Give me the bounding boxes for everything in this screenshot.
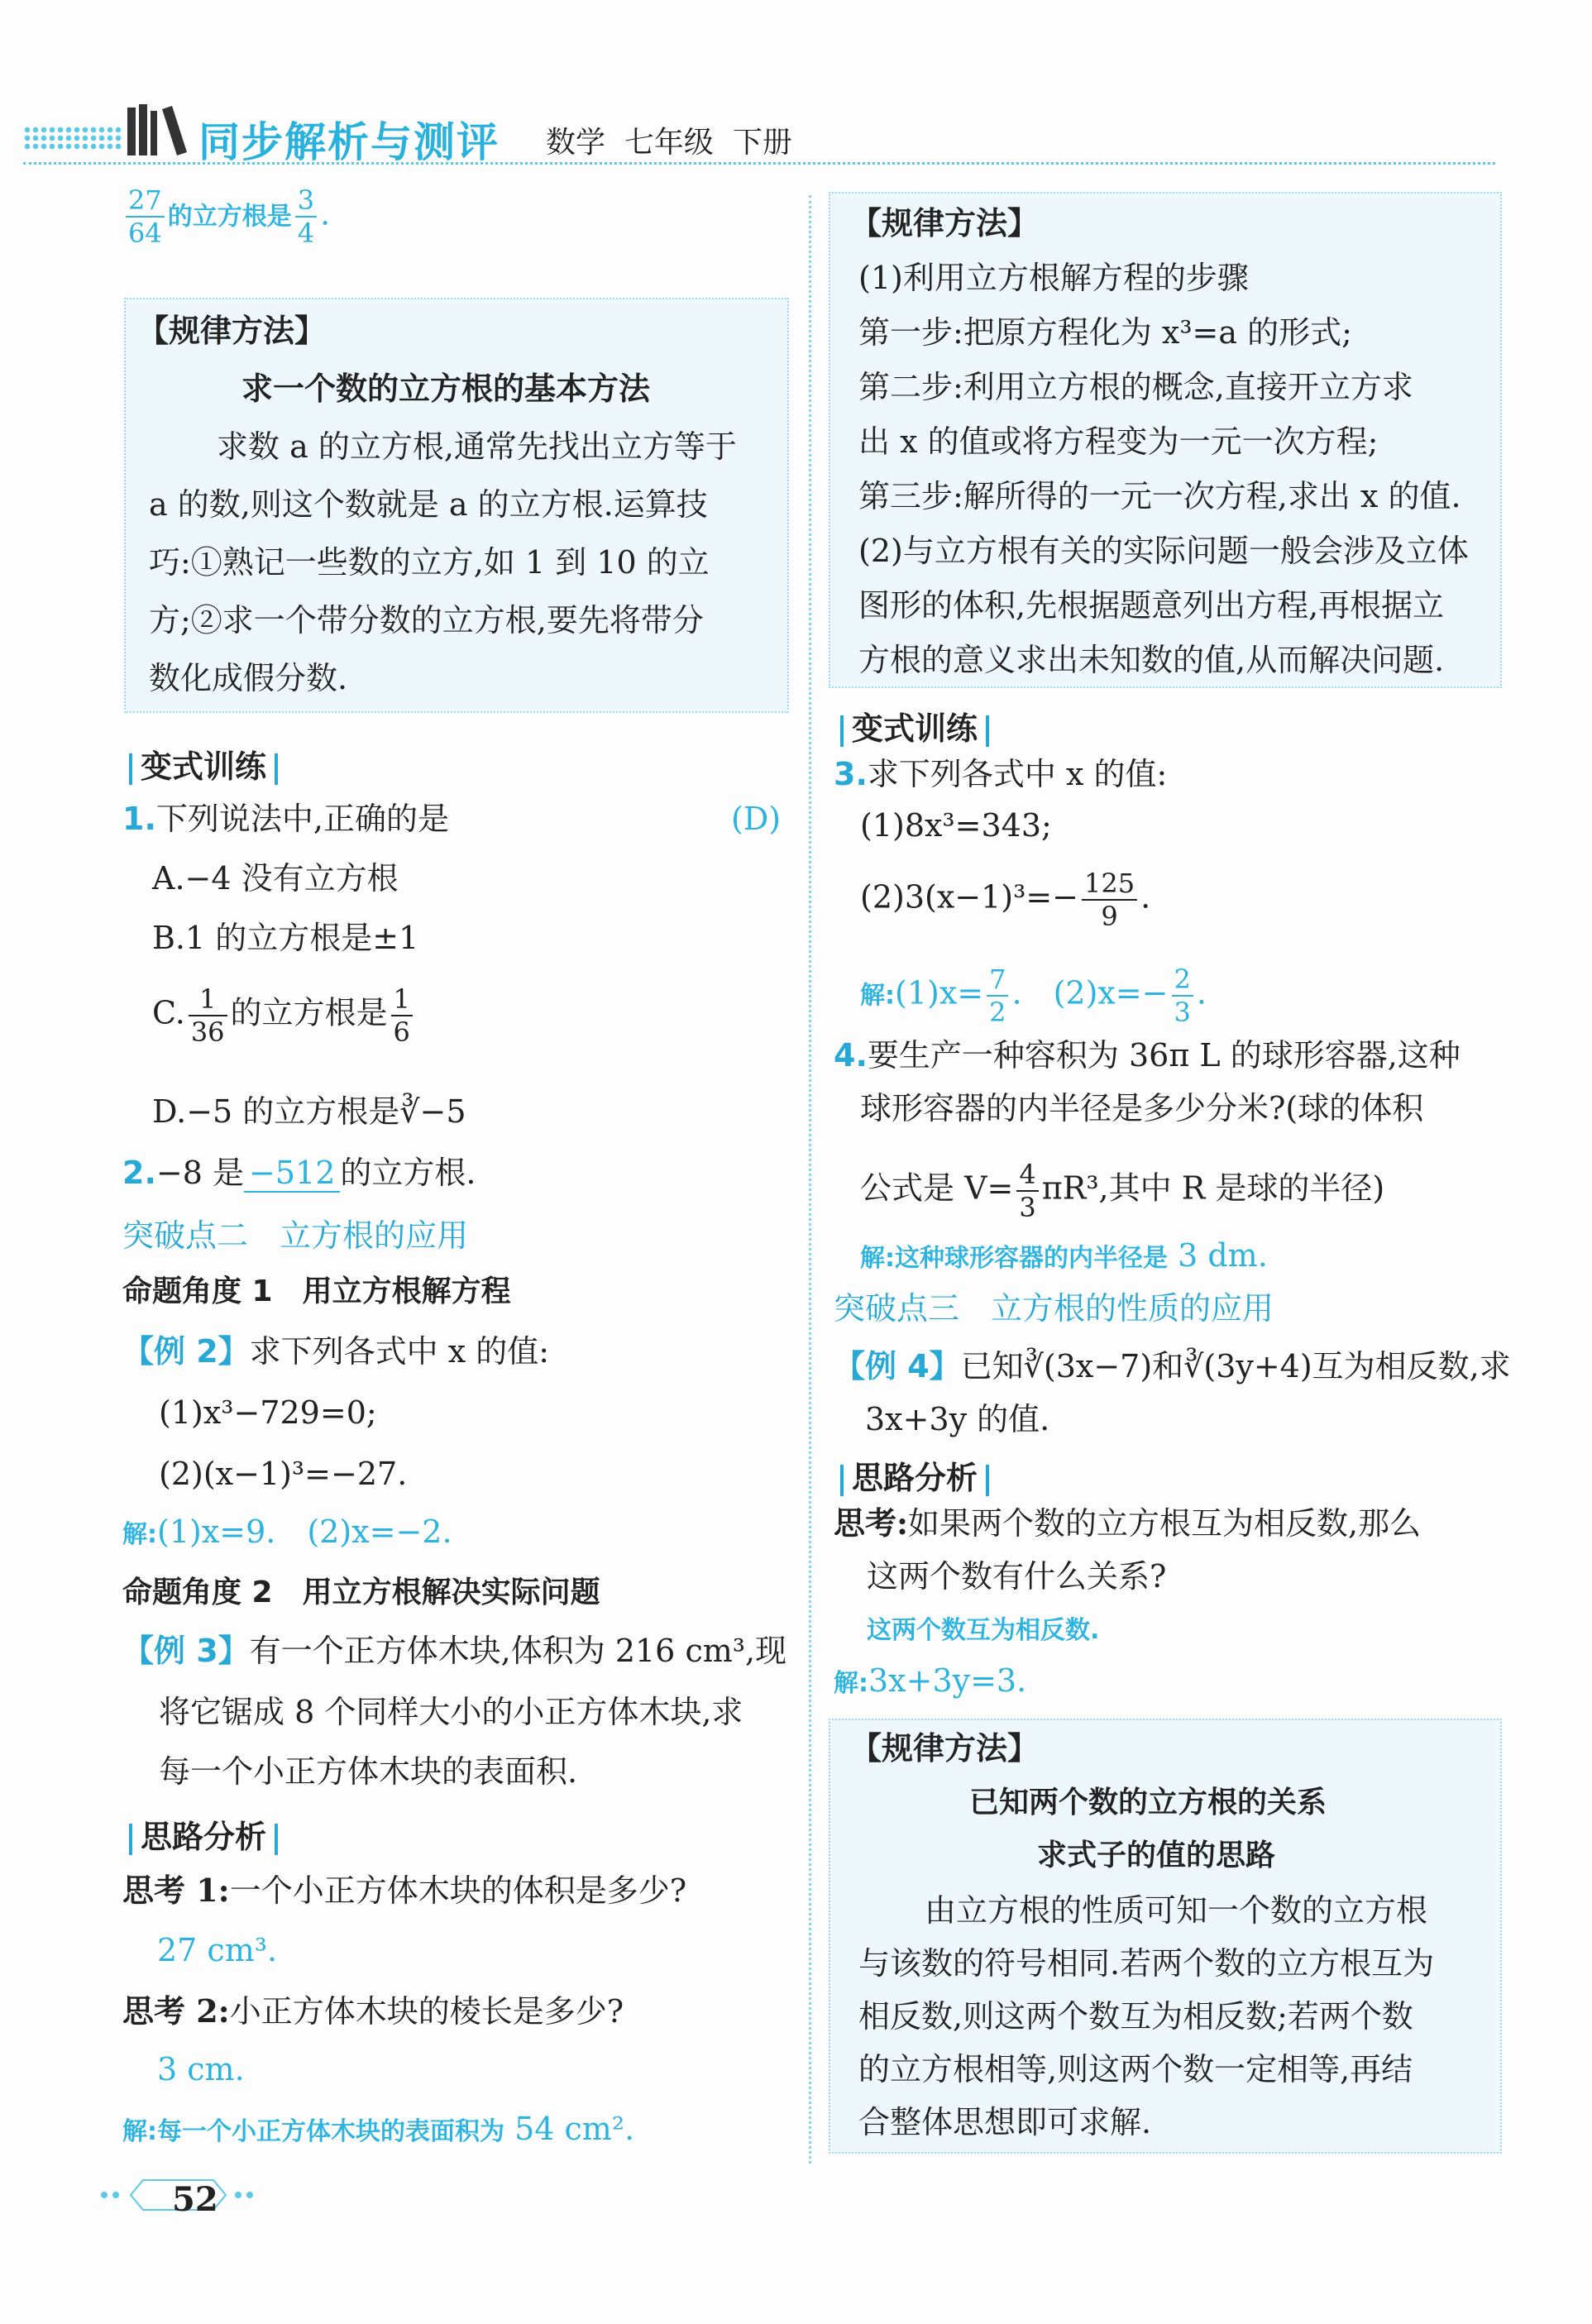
carryover-answer: $\frac{27}{64}$ 的立方根是 $\frac{3}{4}$ . xyxy=(122,187,330,246)
section-heading-3: 突破点三 立方根的性质的应用 xyxy=(834,1290,1274,1327)
method-line: 方;②求一个带分数的立方根,要先将带分 xyxy=(149,602,704,638)
question-2: 2.−8 是 −512 的立方根. xyxy=(122,1155,476,1191)
think-question-line: 这两个数有什么关系? xyxy=(867,1558,1167,1595)
analysis-tag: 思路分析 xyxy=(121,1811,286,1857)
method-line: a 的数,则这个数就是 a 的立方根.运算技 xyxy=(149,486,708,523)
method-line: 相反数,则这两个数互为相反数;若两个数 xyxy=(858,1998,1413,2035)
method-line: 第一步:把原方程化为 x³=a 的形式; xyxy=(858,314,1352,351)
method-line: 合整体思想即可求解. xyxy=(858,2104,1152,2140)
option-a: A.−4 没有立方根 xyxy=(152,860,399,897)
book-series-title: 同步解析与测评 xyxy=(198,118,500,166)
method-line: 与该数的符号相同.若两个数的立方根互为 xyxy=(858,1945,1435,1982)
example-2-line: (1)x³−729=0; xyxy=(159,1394,377,1431)
example-3: 【例 3】有一个正方体木块,体积为 216 cm³,现 xyxy=(122,1633,787,1669)
example-2-line: (2)(x−1)³=−27. xyxy=(159,1456,408,1492)
method-title: 求式子的值的思路 xyxy=(1037,1839,1276,1872)
think-1-answer: 27 cm³. xyxy=(157,1932,278,1968)
example-2: 【例 2】求下列各式中 x 的值: xyxy=(122,1333,550,1370)
think-1: 思考 1:一个小正方体木块的体积是多少? xyxy=(122,1872,687,1909)
example-4-solution: 解:3x+3y=3. xyxy=(834,1662,1027,1699)
practice-tag: 变式训练 xyxy=(121,741,286,787)
method-line: 第二步:利用立方根的概念,直接开立方求 xyxy=(858,369,1413,405)
option-d: D.−5 的立方根是∛−5 xyxy=(152,1093,466,1130)
books-icon xyxy=(126,99,192,157)
method-line: 的立方根相等,则这两个数一定相等,再结 xyxy=(858,2051,1413,2087)
think-answer: 这两个数互为相反数. xyxy=(867,1616,1100,1645)
question-3-line: (1)8x³=343; xyxy=(860,807,1052,844)
practice-tag: 变式训练 xyxy=(832,703,997,748)
column-separator xyxy=(809,195,811,2164)
example-3-solution: 解:每一个小正方体木块的表面积为 54 cm². xyxy=(122,2111,635,2147)
question-4-solution: 解:这种球形容器的内半径是 3 dm. xyxy=(860,1237,1268,1274)
angle-heading-1: 命题角度 1 用立方根解方程 xyxy=(122,1274,511,1308)
think-2-answer: 3 cm. xyxy=(157,2051,245,2087)
question-1-answer: (D) xyxy=(731,801,782,837)
method-line: 图形的体积,先根据题意列出方程,再根据立 xyxy=(858,587,1445,624)
header-subtitle: 数学 七年级 下册 xyxy=(546,126,792,160)
method-tag: 【规律方法】 xyxy=(137,312,327,349)
method-line: 方根的意义求出未知数的值,从而解决问题. xyxy=(858,642,1445,678)
analysis-tag: 思路分析 xyxy=(832,1452,997,1498)
think-2: 思考 2:小正方体木块的棱长是多少? xyxy=(122,1992,624,2030)
method-tag: 【规律方法】 xyxy=(850,204,1040,241)
example-3-line: 将它锯成 8 个同样大小的小正方体木块,求 xyxy=(159,1694,743,1730)
page-number: 52 xyxy=(172,2180,218,2219)
example-3-line: 每一个小正方体木块的表面积. xyxy=(159,1753,578,1790)
method-title: 已知两个数的立方根的关系 xyxy=(969,1786,1327,1820)
example-4-line: 3x+3y 的值. xyxy=(865,1401,1050,1437)
option-c: C. $\frac{1}{36}$ 的立方根是 $\frac{1}{6}$ xyxy=(152,986,416,1045)
method-line: 由立方根的性质可知一个数的立方根 xyxy=(925,1892,1428,1929)
question-4-line: 球形容器的内半径是多少分米?(球的体积 xyxy=(860,1090,1424,1126)
question-3-line: (2)3(x−1)³=− $\frac{125}{9}$ . xyxy=(860,868,1151,932)
question-1: 1.下列说法中,正确的是 xyxy=(122,801,449,837)
question-4: 4.要生产一种容积为 36π L 的球形容器,这种 xyxy=(834,1037,1461,1074)
method-line: 出 x 的值或将方程变为一元一次方程; xyxy=(858,423,1379,460)
method-line: 第三步:解所得的一元一次方程,求出 x 的值. xyxy=(858,478,1461,514)
option-b: B.1 的立方根是±1 xyxy=(152,920,419,956)
think-question: 思考:如果两个数的立方根互为相反数,那么 xyxy=(834,1504,1422,1542)
method-tag: 【规律方法】 xyxy=(850,1729,1040,1767)
method-line: 求数 a 的立方根,通常先找出立方等于 xyxy=(217,428,737,465)
example-2-solution: 解:(1)x=9. (2)x=−2. xyxy=(122,1513,452,1550)
method-box-3 xyxy=(829,1719,1502,2154)
method-title: 求一个数的立方根的基本方法 xyxy=(241,371,651,407)
method-line: 巧:①熟记一些数的立方,如 1 到 10 的立 xyxy=(149,544,710,581)
method-line: 数化成假分数. xyxy=(149,660,348,696)
question-3-solution: 解:(1)x= $\frac{7}{2}$ . (2)x=− $\frac{2}{3}$ . xyxy=(860,964,1207,1028)
question-4-line: 公式是 V= $\frac{4}{3}$ πR³,其中 R 是球的半径) xyxy=(860,1159,1385,1223)
angle-heading-2: 命题角度 2 用立方根解决实际问题 xyxy=(122,1576,600,1609)
header-dots-decoration xyxy=(23,126,122,151)
method-line: (2)与立方根有关的实际问题一般会涉及立体 xyxy=(858,533,1469,569)
method-line: (1)利用立方根解方程的步骤 xyxy=(858,260,1249,296)
example-4: 【例 4】已知∛(3x−7)和∛(3y+4)互为相反数,求 xyxy=(834,1348,1511,1384)
header-rule xyxy=(23,162,1495,165)
question-3: 3.求下列各式中 x 的值: xyxy=(834,756,1168,792)
section-heading-2: 突破点二 立方根的应用 xyxy=(122,1217,469,1254)
